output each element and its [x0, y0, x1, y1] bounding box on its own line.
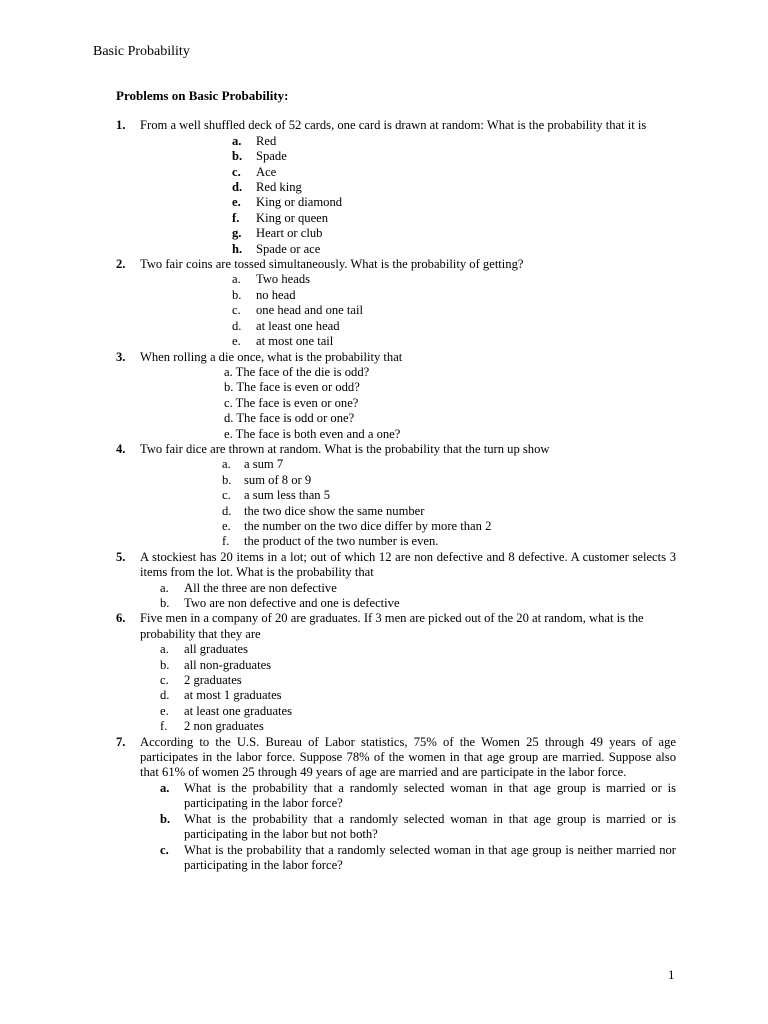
problem-number: 7.	[116, 734, 126, 749]
sub-item-text: a sum less than 5	[244, 488, 331, 503]
problem-text: Two fair dice are thrown at random. What is the probability that the turn up show	[140, 441, 550, 456]
sub-item-text: Red	[256, 133, 277, 148]
sub-item	[140, 843, 676, 874]
sub-item-label: c.	[232, 303, 241, 318]
sub-item-text: What is the probability that a randomly selected woman in that age group is married or is participating in the labor but not both?	[184, 811, 676, 842]
sub-item-label: f.	[222, 534, 230, 549]
sub-item	[140, 504, 676, 519]
sub-item-text: Two are non defective and one is defective	[184, 596, 400, 610]
sub-item	[140, 719, 676, 734]
sub-item-text: King or diamond	[256, 195, 343, 210]
sub-item-text: 2 graduates	[184, 673, 242, 688]
problem-text: Five men in a company of 20 are graduates. If 3 men are picked out of the 20 at random, what is the probability that they are	[140, 611, 644, 641]
sub-item-list	[140, 457, 676, 549]
problem-5	[116, 550, 676, 612]
problem-text: Two fair coins are tossed simultaneously. What is the probability of getting?	[140, 257, 524, 272]
sub-item	[140, 488, 676, 503]
sub-item-label: c.	[232, 164, 241, 179]
sub-item-text: King or queen	[256, 210, 329, 225]
sub-item-text: What is the probability that a randomly selected woman in that age group is neither married nor participating in the labor force?	[184, 842, 676, 872]
sub-item-list	[140, 365, 676, 442]
sub-item-label: a.	[232, 133, 242, 148]
sub-item-label: a.	[232, 272, 241, 287]
sub-item-text: 2 non graduates	[184, 719, 264, 734]
sub-item-label: b.	[232, 149, 243, 164]
sub-item-text: at most 1 graduates	[184, 688, 282, 703]
problem-number: 5.	[116, 549, 126, 564]
sub-item: b. The face is even or odd?	[224, 380, 360, 395]
sub-item-text: Two heads	[256, 272, 311, 287]
sub-item-text: at least one head	[256, 318, 340, 333]
sub-item-text: a sum 7	[244, 457, 284, 472]
sub-item	[140, 226, 676, 241]
sub-item-list	[140, 134, 676, 257]
problem-4	[116, 442, 676, 550]
problem-3	[116, 350, 676, 442]
sub-item	[140, 319, 676, 334]
sub-item: e. The face is both even and a one?	[224, 426, 401, 441]
sub-item-label: e.	[160, 703, 169, 718]
sub-item	[140, 688, 676, 703]
sub-item	[140, 781, 676, 812]
sub-item-label: g.	[232, 226, 242, 241]
problem-number: 4.	[116, 441, 126, 456]
sub-item-text: all graduates	[184, 642, 248, 657]
problem-6	[116, 611, 676, 734]
problem-text: According to the U.S. Bureau of Labor statistics, 75% of the Women 25 through 49 years of age participates in the labor force. Suppose 78% of the women in that age group are married. Suppose also that 61% of women 25 through 49 years of age are married and are participate in the labor force.	[140, 734, 676, 780]
sub-item-label: d.	[232, 180, 243, 195]
sub-item	[140, 303, 676, 318]
sub-item	[140, 211, 676, 226]
sub-item-text: Ace	[256, 164, 277, 179]
sub-item-text: the number on the two dice differ by more than 2	[244, 518, 492, 533]
sub-item-label: b.	[160, 657, 170, 672]
sub-item-label: a.	[160, 780, 170, 795]
sub-item	[140, 704, 676, 719]
sub-item-text: Red king	[256, 180, 302, 195]
sub-item	[140, 272, 676, 287]
sub-item-text: one head and one tail	[256, 303, 364, 318]
problem-1	[116, 118, 676, 257]
sub-item-text: Spade	[256, 149, 287, 164]
sub-item	[140, 195, 676, 210]
sub-item-text: the two dice show the same number	[244, 503, 425, 518]
problem-text: A stockiest has 20 items in a lot; out of which 12 are non defective and 8 defective. A customer selects 3 items from the lot. What is the probability that	[140, 549, 676, 580]
problem-text: From a well shuffled deck of 52 cards, one card is drawn at random: What is the probability that it is	[140, 118, 647, 133]
sub-item	[140, 457, 676, 472]
sub-item	[140, 180, 676, 195]
sub-item-label: h.	[232, 241, 243, 256]
sub-item-label: a.	[160, 580, 169, 595]
main-content	[116, 88, 676, 873]
sub-item	[140, 134, 676, 149]
sub-item: d. The face is odd or one?	[224, 411, 355, 426]
sub-item	[140, 149, 676, 164]
problem-2	[116, 257, 676, 349]
sub-item	[140, 288, 676, 303]
sub-item-list	[140, 781, 676, 873]
problem-7	[116, 735, 676, 874]
sub-item-text: at most one tail	[256, 334, 334, 349]
sub-item	[140, 581, 676, 596]
sub-item-label: b.	[232, 287, 242, 302]
sub-item-label: b.	[160, 811, 171, 826]
sub-item-label: f.	[232, 210, 240, 225]
sub-item	[140, 165, 676, 180]
sub-item-text: the product of the two number is even.	[244, 534, 439, 549]
sub-item-text: all non-graduates	[184, 657, 272, 672]
sub-item-text: Spade or ace	[256, 241, 321, 256]
sub-item-list	[140, 642, 676, 734]
sub-item-label: c.	[222, 488, 231, 503]
sub-item	[140, 334, 676, 349]
sub-item-label: e.	[222, 518, 231, 533]
sub-item-label: e.	[232, 195, 241, 210]
sub-item	[140, 519, 676, 534]
sub-item-label: c.	[160, 842, 169, 857]
sub-item-label: a.	[222, 457, 231, 472]
problem-number: 2.	[116, 257, 126, 272]
sub-item-label: c.	[160, 673, 169, 688]
sub-item	[140, 596, 676, 611]
sub-item	[140, 473, 676, 488]
sub-item-label: b.	[160, 596, 170, 610]
sub-item	[140, 673, 676, 688]
sub-item-label: e.	[232, 334, 241, 349]
sub-item-text: sum of 8 or 9	[244, 472, 312, 487]
sub-item-text: no head	[256, 287, 296, 302]
sub-item	[140, 642, 676, 657]
sub-item: a. The face of the die is odd?	[224, 364, 370, 379]
sub-item	[140, 658, 676, 673]
sub-item-list	[140, 581, 676, 612]
page-title: Problems on Basic Probability:	[116, 88, 289, 103]
sub-item	[140, 534, 676, 549]
sub-item-label: f.	[160, 719, 168, 734]
sub-item-text: What is the probability that a randomly selected woman in that age group is married or is participating in the labor force?	[184, 780, 676, 811]
problem-number: 1.	[116, 118, 126, 133]
page-number: 1	[668, 967, 675, 982]
sub-item: c. The face is even or one?	[224, 395, 359, 410]
sub-item-label: a.	[160, 642, 169, 657]
problem-text: When rolling a die once, what is the probability that	[140, 349, 403, 364]
sub-item-label: d.	[232, 318, 242, 333]
sub-item	[140, 242, 676, 257]
sub-item-text: at least one graduates	[184, 703, 293, 718]
sub-item-label: d.	[222, 503, 232, 518]
running-header: Basic Probability	[93, 44, 190, 59]
problem-number: 3.	[116, 349, 126, 364]
sub-item-label: b.	[222, 472, 232, 487]
problem-number: 6.	[116, 611, 126, 626]
sub-item-text: Heart or club	[256, 226, 323, 241]
sub-item-text: All the three are non defective	[184, 580, 337, 595]
sub-item	[140, 812, 676, 843]
sub-item-label: d.	[160, 688, 170, 703]
sub-item-list	[140, 272, 676, 349]
